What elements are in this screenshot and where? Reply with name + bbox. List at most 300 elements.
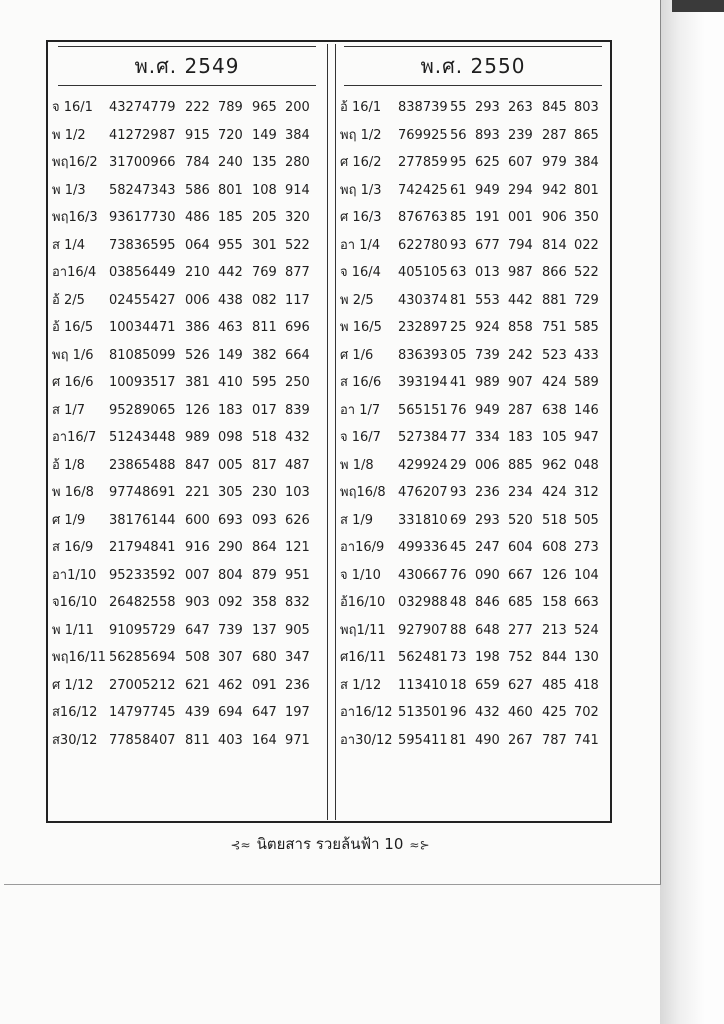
draw-number: 005 <box>218 457 243 473</box>
draw-number: 098 <box>218 430 243 445</box>
draw-number: 126 <box>185 402 210 418</box>
draw-number: 858 <box>508 320 533 335</box>
draw-date: ส 1/7 <box>52 402 85 418</box>
draw-number: 562856 <box>109 650 159 665</box>
draw-number: 30 <box>159 210 176 225</box>
draw-number: 865 <box>574 127 599 143</box>
draw-number: 906 <box>542 210 567 225</box>
draw-number: 738365 <box>109 237 159 253</box>
draw-number: 95 <box>450 155 467 170</box>
draw-number: 741 <box>574 732 599 748</box>
draw-number: 694 <box>218 705 243 720</box>
draw-number: 45 <box>159 705 176 720</box>
draw-number: 801 <box>574 182 599 198</box>
draw-number: 090 <box>475 567 500 583</box>
draw-number: 247 <box>475 540 500 555</box>
draw-number: 43 <box>159 182 176 198</box>
draw-number: 149 <box>218 347 243 363</box>
draw-number: 05 <box>450 347 467 363</box>
draw-number: 382 <box>252 347 277 363</box>
draw-number: 838739 <box>398 100 448 115</box>
draw-date: อ้16/10 <box>340 595 386 610</box>
draw-number: 595 <box>252 375 277 390</box>
draw-number: 430667 <box>398 567 448 583</box>
draw-number: 627 <box>508 677 533 693</box>
draw-number: 432 <box>285 430 310 445</box>
draw-number: 432 <box>475 705 500 720</box>
draw-number: 69 <box>450 512 467 528</box>
draw-number: 334 <box>475 430 500 445</box>
draw-date: อา16/4 <box>52 265 97 280</box>
draw-number: 44 <box>159 512 176 528</box>
draw-number: 381 <box>185 375 210 390</box>
draw-date: พ 2/5 <box>340 292 374 308</box>
draw-number: 200 <box>285 100 310 115</box>
draw-number: 685 <box>508 595 533 610</box>
draw-number: 522 <box>574 265 599 280</box>
draw-number: 832 <box>285 595 310 610</box>
draw-number: 811 <box>185 732 210 748</box>
draw-number: 88 <box>159 457 176 473</box>
draw-number: 769925 <box>398 127 448 143</box>
draw-number: 486 <box>185 210 210 225</box>
draw-number: 130 <box>574 650 599 665</box>
draw-number: 293 <box>475 512 500 528</box>
draw-number: 013 <box>475 265 500 280</box>
draw-number: 936177 <box>109 210 159 225</box>
draw-number: 022 <box>574 237 599 253</box>
draw-date: ศ 16/3 <box>340 210 382 225</box>
draw-number: 696 <box>285 320 310 335</box>
draw-number: 56 <box>450 127 467 143</box>
draw-number: 66 <box>159 155 176 170</box>
draw-number: 001 <box>508 210 533 225</box>
draw-number: 893 <box>475 127 500 143</box>
draw-number: 234 <box>508 485 533 500</box>
draw-number: 817 <box>252 457 277 473</box>
draw-number: 585 <box>574 320 599 335</box>
draw-number: 384 <box>574 155 599 170</box>
draw-number: 847 <box>185 457 210 473</box>
draw-number: 230 <box>252 485 277 500</box>
draw-number: 836393 <box>398 347 448 363</box>
draw-number: 667 <box>508 567 533 583</box>
draw-date: พ 1/8 <box>340 457 374 473</box>
draw-number: 752 <box>508 650 533 665</box>
draw-number: 877 <box>285 265 310 280</box>
draw-number: 989 <box>475 375 500 390</box>
draw-number: 091 <box>252 677 277 693</box>
draw-number: 149 <box>252 127 277 143</box>
draw-number: 814 <box>542 237 567 253</box>
draw-number: 264825 <box>109 595 159 610</box>
draw-number: 794 <box>508 237 533 253</box>
draw-number: 96 <box>450 705 467 720</box>
draw-date: พฤ16/11 <box>52 650 106 665</box>
draw-number: 287 <box>508 402 533 418</box>
draw-number: 607 <box>508 155 533 170</box>
draw-number: 595411 <box>398 732 448 748</box>
draw-number: 490 <box>475 732 500 748</box>
draw-date: ศ 16/2 <box>340 155 382 170</box>
draw-number: 305 <box>218 485 243 500</box>
draw-number: 312 <box>574 485 599 500</box>
draw-date: ศ16/11 <box>340 650 386 665</box>
draw-number: 739 <box>218 622 243 638</box>
draw-number: 92 <box>159 567 176 583</box>
draw-number: 499336 <box>398 540 448 555</box>
draw-number: 522 <box>285 237 310 253</box>
draw-number: 384 <box>285 127 310 143</box>
draw-date: อ้ 16/5 <box>52 320 94 335</box>
draw-number: 48 <box>450 595 467 610</box>
draw-number: 442 <box>508 292 533 308</box>
draw-number: 801 <box>218 182 243 198</box>
draw-number: 273 <box>574 540 599 555</box>
draw-number: 942 <box>542 182 567 198</box>
draw-number: 103 <box>285 485 310 500</box>
draw-number: 439 <box>185 705 210 720</box>
draw-date: ส 1/12 <box>340 677 382 693</box>
draw-number: 977486 <box>109 485 159 500</box>
draw-number: 424 <box>542 485 567 500</box>
draw-date: พฤ 1/6 <box>52 347 94 363</box>
draw-date: พ 1/11 <box>52 622 94 638</box>
draw-number: 88 <box>450 622 467 638</box>
draw-date: ส 16/6 <box>340 375 382 390</box>
draw-number: 487 <box>285 457 310 473</box>
draw-number: 146 <box>574 402 599 418</box>
draw-number: 663 <box>574 595 599 610</box>
draw-number: 217948 <box>109 540 159 555</box>
draw-date: พ 16/5 <box>340 320 382 335</box>
draw-number: 508 <box>185 650 210 665</box>
draw-number: 239 <box>508 127 533 143</box>
draw-number: 876763 <box>398 210 448 225</box>
draw-number: 238654 <box>109 457 159 473</box>
draw-number: 293 <box>475 100 500 115</box>
draw-number: 524 <box>574 622 599 638</box>
draw-number: 092 <box>218 595 243 610</box>
draw-date: พฤ 1/2 <box>340 127 382 143</box>
leaf-ornament-icon: ≈⊱ <box>409 838 430 852</box>
draw-number: 600 <box>185 512 210 528</box>
draw-number: 424 <box>542 375 567 390</box>
page-footer <box>0 834 660 855</box>
draw-number: 95 <box>159 237 176 253</box>
footer-title: นิตยสาร รวยล้นฟ้า 10 <box>256 835 404 853</box>
draw-number: 846 <box>475 595 500 610</box>
draw-number: 518 <box>252 430 277 445</box>
draw-number: 91 <box>159 485 176 500</box>
draw-number: 197 <box>285 705 310 720</box>
draw-number: 236 <box>285 677 310 693</box>
draw-number: 277 <box>508 622 533 638</box>
draw-number: 625 <box>475 155 500 170</box>
draw-number: 463 <box>218 320 243 335</box>
draw-number: 65 <box>159 402 176 418</box>
draw-number: 864 <box>252 540 277 555</box>
draw-number: 693 <box>218 512 243 528</box>
draw-number: 804 <box>218 567 243 583</box>
draw-number: 811 <box>252 320 277 335</box>
draw-number: 505 <box>574 512 599 528</box>
draw-number: 100935 <box>109 375 159 390</box>
draw-number: 29 <box>450 457 467 473</box>
draw-date: พฤ16/8 <box>340 485 386 500</box>
draw-number: 520 <box>508 512 533 528</box>
draw-number: 164 <box>252 732 277 748</box>
draw-number: 845 <box>542 100 567 115</box>
draw-date: อา 1/7 <box>340 402 381 418</box>
draw-number: 381761 <box>109 512 159 528</box>
draw-number: 232897 <box>398 320 448 335</box>
draw-number: 12 <box>159 677 176 693</box>
draw-number: 222 <box>185 100 210 115</box>
draw-number: 608 <box>542 540 567 555</box>
draw-number: 562481 <box>398 650 448 665</box>
draw-date: จ 16/4 <box>340 265 381 280</box>
draw-number: 55 <box>450 100 467 115</box>
draw-number: 924 <box>475 320 500 335</box>
draw-date: อา1/10 <box>52 567 97 583</box>
draw-number: 955 <box>218 237 243 253</box>
draw-number: 25 <box>450 320 467 335</box>
draw-number: 622780 <box>398 237 448 253</box>
draw-number: 638 <box>542 402 567 418</box>
draw-date: อ้ 2/5 <box>52 292 85 308</box>
draw-number: 979 <box>542 155 567 170</box>
draw-number: 117 <box>285 292 310 308</box>
draw-number: 647 <box>252 705 277 720</box>
draw-number: 126 <box>542 567 567 583</box>
draw-number: 100344 <box>109 320 159 335</box>
draw-number: 952335 <box>109 567 159 583</box>
draw-number: 87 <box>159 127 176 143</box>
draw-number: 789 <box>218 100 243 115</box>
draw-date: จ16/10 <box>52 595 98 610</box>
draw-date: อา 1/4 <box>340 237 381 253</box>
draw-number: 331810 <box>398 512 448 528</box>
draw-number: 739 <box>475 347 500 363</box>
draw-number: 412729 <box>109 127 159 143</box>
draw-number: 677 <box>475 237 500 253</box>
draw-number: 198 <box>475 650 500 665</box>
draw-number: 41 <box>159 540 176 555</box>
draw-number: 965 <box>252 100 277 115</box>
draw-date: อ้ 1/8 <box>52 457 85 473</box>
draw-number: 29 <box>159 622 176 638</box>
draw-number: 94 <box>159 650 176 665</box>
draw-date: พฤ16/2 <box>52 155 98 170</box>
draw-number: 07 <box>159 732 176 748</box>
draw-number: 553 <box>475 292 500 308</box>
draw-number: 082 <box>252 292 277 308</box>
draw-date: พ 1/3 <box>52 182 86 198</box>
draw-number: 104 <box>574 567 599 583</box>
draw-date: ส 1/4 <box>52 237 85 253</box>
draw-number: 93 <box>450 237 467 253</box>
year-header-right: พ.ศ. 2550 <box>344 46 602 86</box>
draw-number: 720 <box>218 127 243 143</box>
draw-number: 429924 <box>398 457 448 473</box>
draw-number: 778584 <box>109 732 159 748</box>
draw-date: อา16/9 <box>340 540 385 555</box>
draw-number: 839 <box>285 402 310 418</box>
draw-number: 664 <box>285 347 310 363</box>
draw-number: 191 <box>475 210 500 225</box>
draw-number: 270052 <box>109 677 159 693</box>
draw-number: 121 <box>285 540 310 555</box>
draw-number: 907 <box>508 375 533 390</box>
draw-number: 183 <box>508 430 533 445</box>
draw-date: พ 16/8 <box>52 485 94 500</box>
draw-number: 742425 <box>398 182 448 198</box>
draw-number: 301 <box>252 237 277 253</box>
draw-number: 659 <box>475 677 500 693</box>
draw-number: 621 <box>185 677 210 693</box>
draw-date: ส 1/9 <box>340 512 373 528</box>
draw-number: 280 <box>285 155 310 170</box>
draw-number: 648 <box>475 622 500 638</box>
draw-number: 158 <box>542 595 567 610</box>
draw-number: 41 <box>450 375 467 390</box>
draw-number: 586 <box>185 182 210 198</box>
draw-number: 903 <box>185 595 210 610</box>
draw-number: 879 <box>252 567 277 583</box>
draw-number: 183 <box>218 402 243 418</box>
draw-date: จ 16/1 <box>52 100 93 115</box>
draw-date: ศ 1/6 <box>340 347 374 363</box>
draw-number: 221 <box>185 485 210 500</box>
draw-number: 438 <box>218 292 243 308</box>
draw-number: 527384 <box>398 430 448 445</box>
draw-number: 971 <box>285 732 310 748</box>
draw-number: 987 <box>508 265 533 280</box>
draw-number: 769 <box>252 265 277 280</box>
draw-date: พฤ16/3 <box>52 210 98 225</box>
draw-number: 267 <box>508 732 533 748</box>
draw-number: 287 <box>542 127 567 143</box>
draw-number: 135 <box>252 155 277 170</box>
draw-date: พ 1/2 <box>52 127 86 143</box>
draw-number: 113410 <box>398 677 448 693</box>
draw-date: พฤ 1/3 <box>340 182 382 198</box>
draw-number: 007 <box>185 567 210 583</box>
draw-number: 290 <box>218 540 243 555</box>
draw-number: 989 <box>185 430 210 445</box>
draw-number: 006 <box>185 292 210 308</box>
draw-number: 73 <box>450 650 467 665</box>
draw-number: 910957 <box>109 622 159 638</box>
draw-number: 518 <box>542 512 567 528</box>
draw-number: 27 <box>159 292 176 308</box>
draw-number: 916 <box>185 540 210 555</box>
draw-number: 108 <box>252 182 277 198</box>
draw-number: 729 <box>574 292 599 308</box>
draw-number: 680 <box>252 650 277 665</box>
draw-number: 432747 <box>109 100 159 115</box>
draw-number: 393194 <box>398 375 448 390</box>
draw-number: 914 <box>285 182 310 198</box>
draw-number: 85 <box>450 210 467 225</box>
draw-number: 962 <box>542 457 567 473</box>
draw-number: 213 <box>542 622 567 638</box>
draw-number: 317009 <box>109 155 159 170</box>
draw-number: 45 <box>450 540 467 555</box>
draw-number: 58 <box>159 595 176 610</box>
draw-number: 604 <box>508 540 533 555</box>
draw-number: 952890 <box>109 402 159 418</box>
draw-number: 476207 <box>398 485 448 500</box>
draw-number: 358 <box>252 595 277 610</box>
draw-date: ส 16/9 <box>52 540 94 555</box>
draw-date: ศ 1/12 <box>52 677 94 693</box>
draw-date: จ 16/7 <box>340 430 381 445</box>
draw-number: 647 <box>185 622 210 638</box>
draw-number: 147977 <box>109 705 159 720</box>
draw-number: 210 <box>185 265 210 280</box>
draw-number: 433 <box>574 347 599 363</box>
draw-number: 350 <box>574 210 599 225</box>
draw-number: 18 <box>450 677 467 693</box>
draw-number: 032988 <box>398 595 448 610</box>
draw-number: 137 <box>252 622 277 638</box>
draw-number: 79 <box>159 100 176 115</box>
draw-number: 949 <box>475 182 500 198</box>
column-divider <box>327 44 336 820</box>
draw-number: 71 <box>159 320 176 335</box>
draw-date: ศ 16/6 <box>52 375 94 390</box>
draw-number: 523 <box>542 347 567 363</box>
draw-date: ส16/12 <box>52 705 98 720</box>
draw-number: 17 <box>159 375 176 390</box>
leaf-ornament-icon: ⊰≈ <box>230 838 251 852</box>
draw-date: จ 1/10 <box>340 567 381 583</box>
draw-number: 093 <box>252 512 277 528</box>
draw-number: 947 <box>574 430 599 445</box>
draw-number: 885 <box>508 457 533 473</box>
draw-number: 430374 <box>398 292 448 308</box>
draw-number: 462 <box>218 677 243 693</box>
draw-number: 038564 <box>109 265 159 280</box>
draw-number: 024554 <box>109 292 159 308</box>
draw-number: 784 <box>185 155 210 170</box>
draw-number: 263 <box>508 100 533 115</box>
draw-date: อา30/12 <box>340 732 393 748</box>
draw-number: 410 <box>218 375 243 390</box>
draw-number: 77 <box>450 430 467 445</box>
draw-number: 064 <box>185 237 210 253</box>
draw-number: 93 <box>450 485 467 500</box>
draw-number: 626 <box>285 512 310 528</box>
draw-number: 205 <box>252 210 277 225</box>
draw-number: 294 <box>508 182 533 198</box>
draw-number: 915 <box>185 127 210 143</box>
draw-number: 81 <box>450 732 467 748</box>
draw-number: 49 <box>159 265 176 280</box>
draw-number: 307 <box>218 650 243 665</box>
page-edge-shadow <box>660 0 724 1024</box>
draw-number: 240 <box>218 155 243 170</box>
draw-number: 185 <box>218 210 243 225</box>
draw-number: 48 <box>159 430 176 445</box>
draw-date: ส30/12 <box>52 732 98 748</box>
draw-number: 442 <box>218 265 243 280</box>
draw-number: 76 <box>450 402 467 418</box>
draw-number: 81 <box>450 292 467 308</box>
draw-number: 513501 <box>398 705 448 720</box>
